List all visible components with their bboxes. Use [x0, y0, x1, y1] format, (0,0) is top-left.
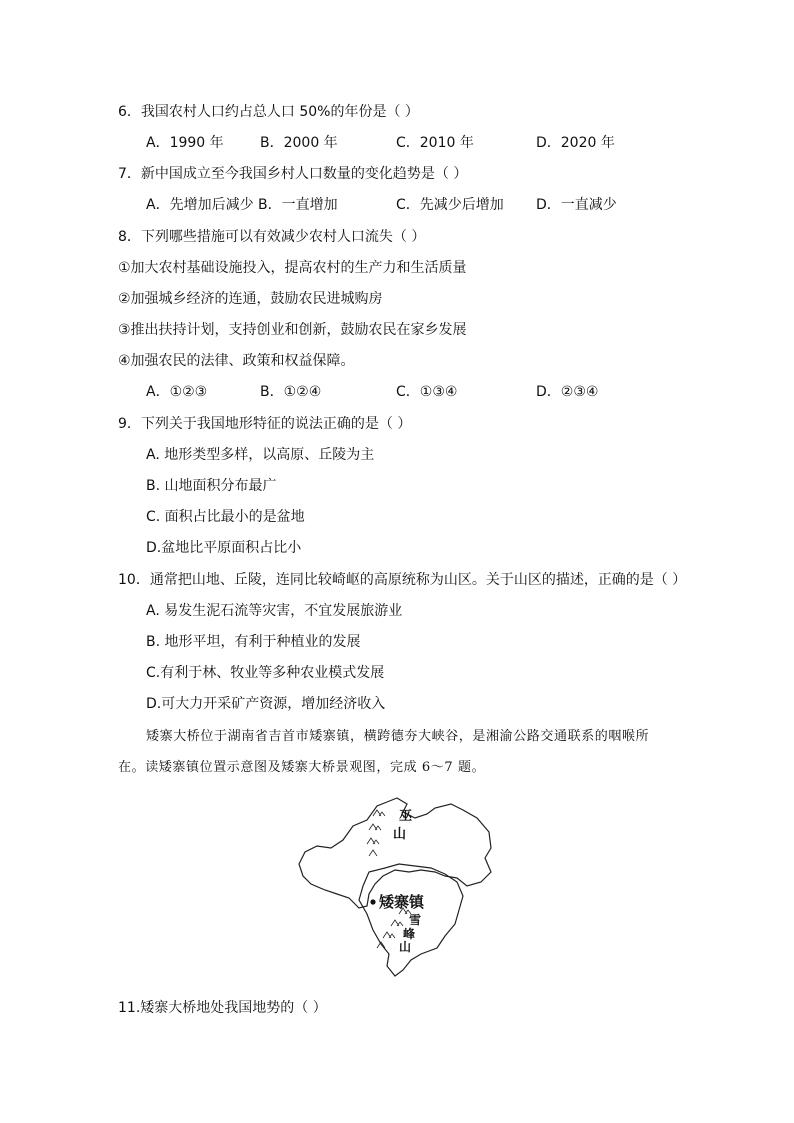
question-9-stem: 9．下列关于我国地形特征的说法正确的是（ ） [118, 416, 412, 432]
option-d: D．②③④ [536, 384, 599, 400]
option-b: B．一直增加 [258, 197, 338, 213]
question-9-option-b: B. 山地面积分布最广 [146, 478, 277, 494]
mountain-label-feng: 峰 [403, 927, 416, 941]
passage-line-2: 在。读矮寨镇位置示意图及矮寨大桥景观图，完成 6～7 题。 [118, 760, 486, 775]
question-10-stem: 10．通常把山地、丘陵，连同比较崎岖的高原统称为山区。关于山区的描述，正确的是（ ） [118, 572, 687, 588]
option-b: B．①②④ [260, 384, 322, 400]
question-7-options [146, 195, 626, 215]
question-6-stem: 6．我国农村人口约占总人口 50%的年份是（ ） [118, 104, 419, 120]
option-b: B．2000 年 [260, 135, 338, 151]
statement-1: ①加大农村基础设施投入，提高农村的生产力和生活质量 [118, 260, 467, 276]
mountain-label-shan-1: 山 [393, 827, 407, 842]
mountain-label-wu: 巫 [399, 809, 413, 824]
question-10-option-b: B. 地形平坦，有利于种植业的发展 [146, 634, 361, 650]
location-map [295, 790, 495, 980]
question-6-options [146, 133, 626, 153]
option-c: C．①③④ [396, 384, 458, 400]
statement-3: ③推出扶持计划，支持创业和创新，鼓励农民在家乡发展 [118, 322, 467, 338]
option-d: D．2020 年 [536, 135, 615, 151]
statement-4: ④加强农民的法律、政策和权益保障。 [118, 353, 355, 369]
option-c: C．先减少后增加 [396, 197, 504, 213]
passage-line-1: 矮寨大桥位于湖南省吉首市矮寨镇，横跨德夯大峡谷，是湘渝公路交通联系的咽喉所 [146, 729, 650, 744]
question-9-option-a: A. 地形类型多样，以高原、丘陵为主 [146, 447, 375, 463]
question-9-option-c: C. 面积占比最小的是盆地 [146, 509, 305, 525]
region-outline [299, 798, 491, 908]
mountain-label-xue: 雪 [409, 913, 422, 927]
mountain-label-shan-2: 山 [399, 940, 412, 954]
option-d: D．一直减少 [536, 197, 617, 213]
question-7-stem: 7．新中国成立至今我国乡村人口数量的变化趋势是（ ） [118, 166, 468, 182]
question-8-stem: 8．下列哪些措施可以有效减少农村人口流失（ ） [118, 229, 426, 245]
question-11-stem: 11.矮寨大桥地处我国地势的（ ） [118, 1000, 327, 1016]
statement-2: ②加强城乡经济的连通，鼓励农民进城购房 [118, 291, 383, 307]
option-a: A．①②③ [146, 384, 208, 400]
question-10-option-d: D.可大力开采矿产资源，增加经济收入 [146, 696, 386, 712]
option-a: A．先增加后减少 [146, 197, 254, 213]
option-c: C．2010 年 [396, 135, 474, 151]
question-9-option-d: D.盆地比平原面积占比小 [146, 540, 302, 556]
question-10-option-a: A. 易发生泥石流等灾害，不宜发展旅游业 [146, 603, 403, 619]
town-marker [370, 899, 375, 904]
question-10-option-c: C.有利于林、牧业等多种农业模式发展 [146, 665, 385, 681]
town-label: 矮寨镇 [379, 893, 425, 911]
option-a: A．1990 年 [146, 135, 224, 151]
question-8-options [146, 382, 626, 402]
